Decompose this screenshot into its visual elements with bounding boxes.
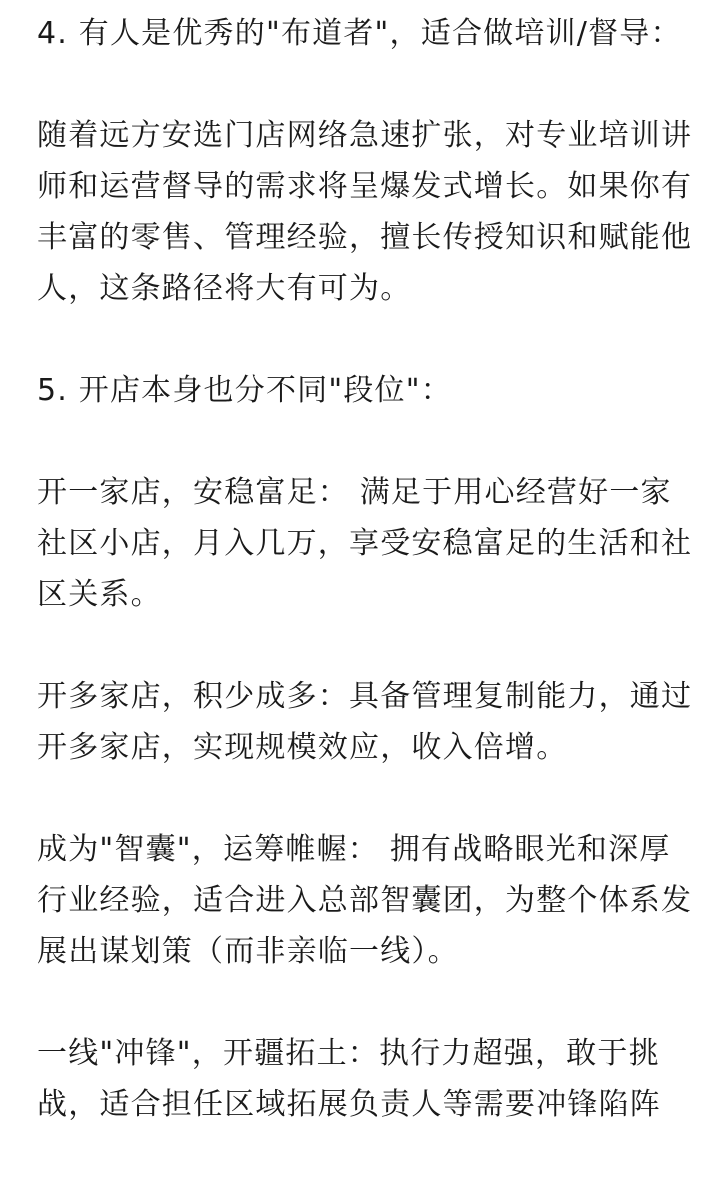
paragraph-frontline: 一线"冲锋"，开疆拓土：执行力超强，敢于挑战，适合担任区域拓展负责人等需要冲锋陷阵 — [37, 1036, 661, 1122]
article-body — [37, 8, 697, 1181]
paragraph-trainer-heading: 4. 有人是优秀的"布道者"，适合做培训/督导： — [37, 16, 682, 51]
paragraph-store-levels-heading: 5. 开店本身也分不同"段位"： — [37, 373, 452, 408]
paragraph-one-store: 开一家店，安稳富足： 满足于用心经营好一家社区小店，月入几万，享受安稳富足的生活和社区关系。 — [37, 475, 693, 612]
paragraph-multi-store: 开多家店，积少成多：具备管理复制能力，通过开多家店，实现规模效应，收入倍增。 — [37, 679, 693, 765]
paragraph-trainer-body: 随着远方安选门店网络急速扩张，对专业培训讲师和运营督导的需求将呈爆发式增长。如果你有丰富的零售、管理经验，擅长传授知识和赋能他人，这条路径将大有可为。 — [37, 118, 693, 306]
paragraph-think-tank: 成为"智囊"，运筹帷幄： 拥有战略眼光和深厚行业经验，适合进入总部智囊团，为整个体系发展出谋划策（而非亲临一线）。 — [37, 832, 693, 969]
